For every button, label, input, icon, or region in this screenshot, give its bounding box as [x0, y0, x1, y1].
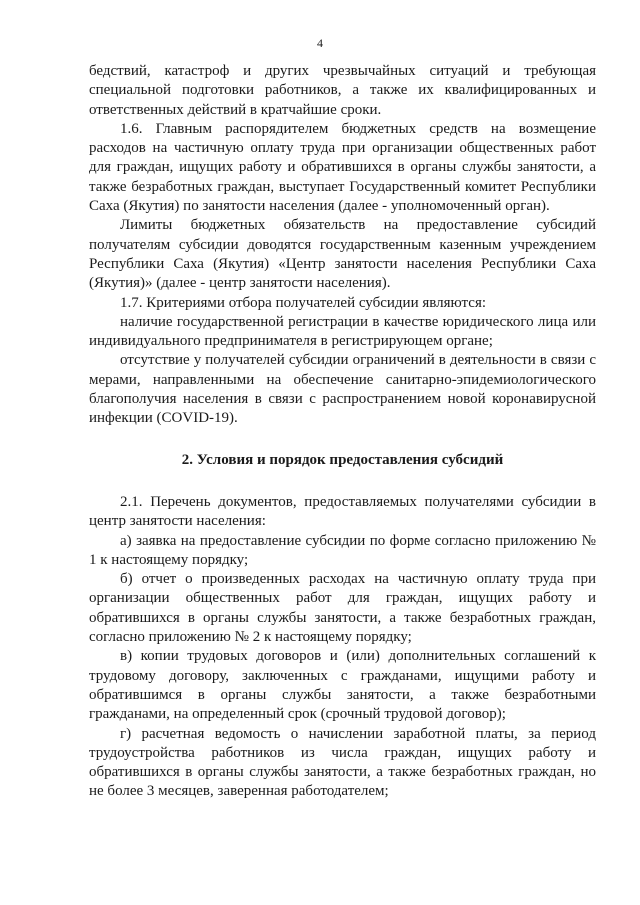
- paragraph-criterion-restrictions: отсутствие у получателей субсидии ограничений в деятельности в связи с мерами, направленными на обеспечение санитарно-эпидемиологического благополучия населения в связи с распространением новой коронавирусной инфекции (COVID-19).: [89, 352, 596, 427]
- list-item-v: в) копии трудовых договоров и (или) дополнительных соглашений к трудовому договору, заключенных с гражданами, ищущими работу и обратившимся в органы службы занятости, а также безработными гражданами, на определенный срок (срочный трудовой договор);: [89, 648, 596, 723]
- paragraph-1-7: 1.7. Критериями отбора получателей субсидии являются:: [120, 294, 487, 311]
- paragraph-continuation: бедствий, катастроф и других чрезвычайных ситуаций и требующая специальной подготовки работников, а также их квалифицированных и ответственных действий в кратчайшие сроки.: [89, 63, 596, 118]
- paragraph-2-1: 2.1. Перечень документов, предоставляемых получателями субсидии в центр занятости населения:: [89, 493, 596, 530]
- list-item-b: б) отчет о произведенных расходах на частичную оплату труда при организации общественных работ для граждан, ищущих работу и обратившихся в органы службы занятости, а также безработных граждан, согласно приложению № 2 к настоящему порядку;: [89, 571, 596, 646]
- list-item-a: а) заявка на предоставление субсидии по форме согласно приложению № 1 к настоящему порядку;: [89, 532, 596, 568]
- page-number: 4: [317, 36, 323, 50]
- list-item-g: г) расчетная ведомость о начислении заработной платы, за период трудоустройства работников из числа граждан, ищущих работу и обратившихся в органы службы занятости, а также безработных граждан, но не более 3 месяцев, заверенная работодателем;: [89, 725, 596, 800]
- section-2-heading: 2. Условия и порядок предоставления субсидий: [181, 451, 504, 468]
- paragraph-criterion-registration: наличие государственной регистрации в качестве юридического лица или индивидуального предпринимателя в регистрирующем органе;: [89, 313, 596, 350]
- paragraph-1-6: 1.6. Главным распорядителем бюджетных средств на возмещение расходов на частичную оплату труда при организации общественных работ для граждан, ищущих работу и обратившихся в органы службы занятости, а также безработных граждан, выступает Государственный комитет Республики Саха (Якутия) по занятости населения (далее - уполномоченный орган).: [89, 120, 596, 215]
- paragraph-budget-limits: Лимиты бюджетных обязательств на предоставление субсидий получателям субсидии доводятся государственным казенным учреждением Республики Саха (Якутия) «Центр занятости населения Республики Саха (Якутия)» (далее - центр занятости населения).: [89, 217, 596, 292]
- document-body: [89, 62, 596, 802]
